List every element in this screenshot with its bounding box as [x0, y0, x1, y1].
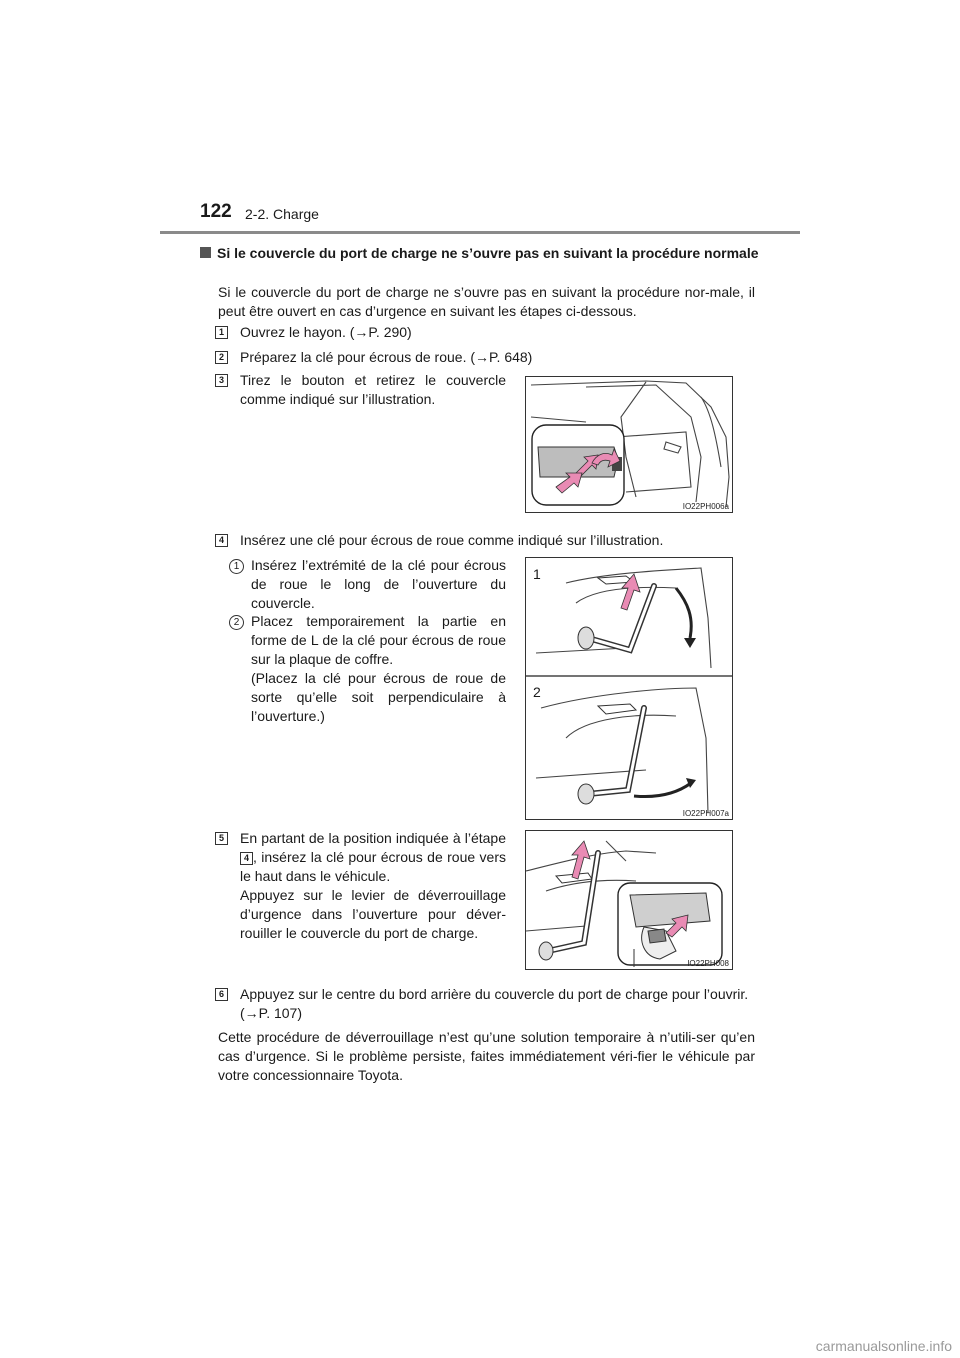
step-5-text-2: Appuyez sur le levier de déverrouillage d’urgence dans l’ouverture pour déver-rouiller le couvercle du port de charge. [240, 887, 506, 941]
square-bullet-icon [200, 247, 211, 258]
step-number-3: 3 [215, 374, 228, 387]
watermark: carmanualsonline.info [815, 1338, 952, 1354]
release-lever-illustration [526, 831, 732, 969]
step-6-text: Appuyez sur le centre du bord arrière du couvercle du port de charge pour l’ouvrir. (→P. 107) [240, 986, 749, 1021]
page-number: 122 [200, 201, 232, 222]
section-title: 2-2. Charge [245, 206, 319, 222]
step-5-ref-number: 4 [240, 852, 253, 865]
substep-2-text: Placez temporairement la partie en forme de L de la clé pour écrous de roue sur la plaque de coffre. [251, 613, 506, 667]
figure-2-code: IO22PH007a [682, 809, 729, 818]
substep-1-text: Insérez l’extrémité de la clé pour écrous de roue le long de l’ouverture du couvercle. [251, 557, 506, 611]
figure-3-code: IO22PH008 [687, 959, 729, 968]
step-1-text: Ouvrez le hayon. (→P. 290) [240, 324, 412, 340]
step-number-2: 2 [215, 351, 228, 364]
header-rule [160, 231, 800, 234]
substep-2-note: (Placez la clé pour écrous de roue de sorte qu’elle soit perpendiculaire à l’ouverture.) [251, 670, 506, 724]
step-number-4: 4 [215, 534, 228, 547]
step-5-text: En partant de la position indiquée à l’étape 4 , insérez la clé pour écrous de roue vers le haut dans le véhicule. [240, 830, 506, 884]
step-number-6: 6 [215, 988, 228, 1001]
step-4-text: Insérez une clé pour écrous de roue comme indiqué sur l’illustration. [240, 532, 664, 548]
figure-1-code: IO22PH006a [682, 502, 729, 511]
figure-trunk-cover [525, 376, 733, 513]
figure-release-lever [525, 830, 733, 970]
step-2-text: Préparez la clé pour écrous de roue. (→P. 648) [240, 349, 533, 365]
substep-number-2: 2 [229, 615, 244, 630]
key-insertion-illustration [526, 558, 732, 819]
step-3-text: Tirez le bouton et retirez le couvercle comme indiqué sur l’illustration. [240, 372, 506, 407]
step-number-5: 5 [215, 832, 228, 845]
figure-key-insertion [525, 557, 733, 820]
substep-number-1: 1 [229, 559, 244, 574]
figure-2-label-2: 2 [533, 684, 541, 700]
figure-2-label-1: 1 [533, 566, 541, 582]
trunk-illustration [526, 377, 732, 512]
intro-paragraph: Si le couvercle du port de charge ne s’ouvre pas en suivant la procédure nor-male, il peut être ouvert en cas d’urgence en suivant les étapes ci-dessous. [218, 284, 755, 319]
section-heading: Si le couvercle du port de charge ne s’ouvre pas en suivant la procédure normale [200, 244, 760, 263]
step-number-1: 1 [215, 326, 228, 339]
closing-paragraph: Cette procédure de déverrouillage n’est qu’une solution temporaire à n’utili-ser qu’en cas d’urgence. Si le problème persiste, faites immédiatement véri-fier le véhicule par votre concessionnaire Toyota. [218, 1029, 755, 1083]
